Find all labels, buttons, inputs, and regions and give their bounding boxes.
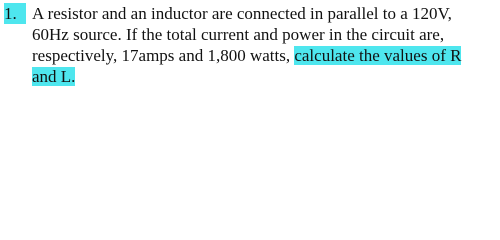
question-text-line-2: 60Hz source. If the total current and power in the circuit are, bbox=[32, 25, 445, 44]
question-line-1 bbox=[4, 3, 496, 24]
highlighted-instruction-part-2: and L. bbox=[32, 67, 76, 86]
question-text-line-3: respectively, 17amps and 1,800 watts, bbox=[32, 46, 295, 65]
question-number: 1. bbox=[4, 3, 26, 24]
highlighted-instruction-part-1: calculate the values of R bbox=[294, 46, 462, 65]
question-line-4 bbox=[4, 66, 496, 87]
question-line-2 bbox=[4, 24, 496, 45]
question-block bbox=[4, 3, 496, 87]
question-text-line-1: A resistor and an inductor are connected in parallel to a 120V, bbox=[32, 4, 452, 23]
question-line-3 bbox=[4, 45, 496, 66]
